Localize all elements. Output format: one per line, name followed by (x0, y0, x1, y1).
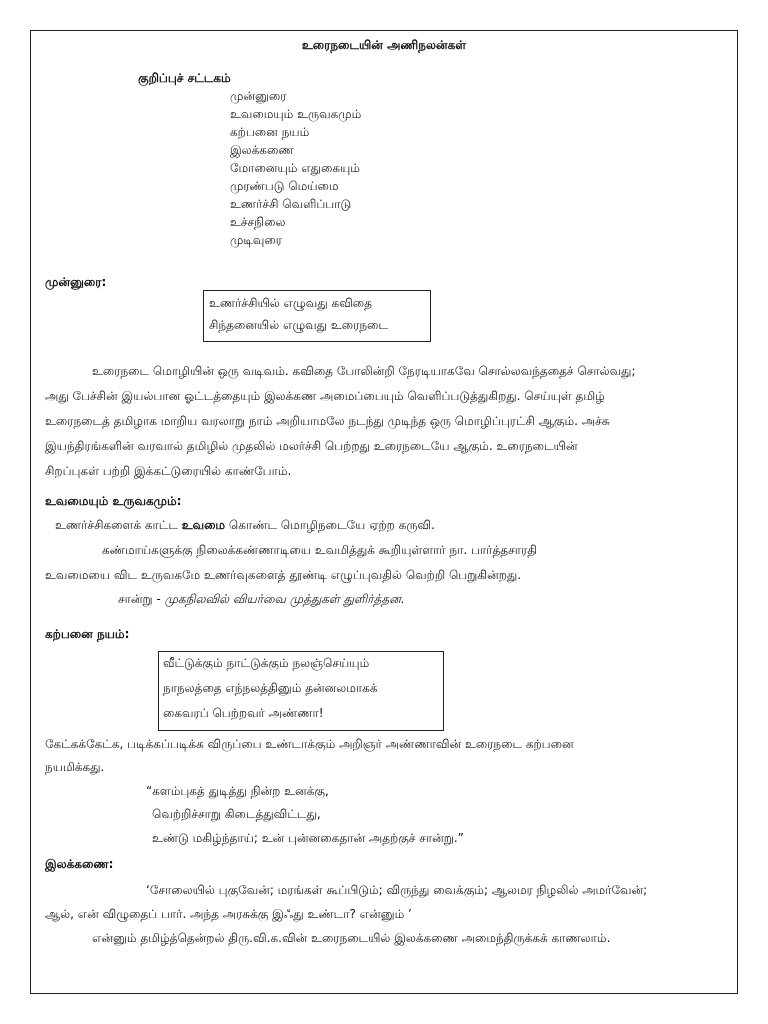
simile-keyword: உவமை (181, 518, 226, 532)
ilakkanai-heading: இலக்கணை: (45, 857, 114, 871)
example-label: சான்று - (118, 592, 161, 606)
outline-heading: குறிப்புச் சட்டகம் (138, 71, 231, 85)
simile-line-1-start: உணர்ச்சிகளைக் காட்ட (55, 518, 178, 532)
intro-paragraph-line: இயந்திரங்களின் வரவால் தமிழில் முதலில் மலர்ச்சி பெற்றது உரைநடையே ஆகும். உரைநடையின் (45, 439, 578, 453)
outline-item: உச்சநிலை (230, 215, 286, 229)
intro-paragraph-line: உரைநடை மொழியின் ஒரு வடிவம். கவிதை போலின்றி நேரடியாகவே சொல்லவந்ததைச் சொல்வது; (92, 364, 636, 378)
simile-example (118, 592, 405, 606)
imagination-para-line: கேட்கக்கேட்க, படிக்கப்படிக்க விருப்பை உண்டாக்கும் அறிஞர் அண்ணாவின் உரைநடை கற்பனை (45, 737, 574, 751)
simile-line-3: உவமையை விட உருவகமே உணர்வுகளைத் தூண்டி எழுப்புவதில் வெற்றி பெறுகின்றது. (45, 568, 522, 582)
simile-heading: உவமையும் உருவகமும்: (45, 494, 182, 508)
imagination-box-line: நாநலத்தை எந்நலத்தினும் தன்னலமாகக் (163, 681, 378, 695)
imagination-quote-line: “களம்புகத் துடித்து நின்ற உனக்கு, (146, 784, 329, 798)
outline-item: மோனையும் எதுகையும் (230, 161, 360, 175)
simile-line-1 (55, 518, 435, 532)
imagination-box-line: வீட்டுக்கும் நாட்டுக்கும் நலஞ்செய்யும் (163, 656, 370, 670)
imagination-para-line: நயமிக்கது. (45, 760, 105, 774)
page-border (30, 30, 738, 994)
intro-paragraph-line: உரைநடைத் தமிழாக மாறிய வரலாறு நாம் அறியாமலே நடந்து முடிந்த ஒரு மொழிப்புரட்சி ஆகும். அச்சு (45, 414, 610, 428)
imagination-heading: கற்பனை நயம்: (45, 627, 130, 641)
outline-item: உணர்ச்சி வெளிப்பாடு (230, 197, 352, 211)
ilakkanai-closing: என்னும் தமிழ்த்தென்றல் திரு.வி.க.வின் உரைநடையில் இலக்கணை அமைந்திருக்கக் காணலாம். (92, 931, 611, 945)
page-title: உரைநடையின் அணிநலன்கள் (301, 38, 467, 52)
imagination-quote-line: வெற்றிச்சாறு கிடைத்துவிட்டது, (152, 807, 321, 821)
ilakkanai-quote-line: ‘சோலையில் புகுவேன்; மரங்கள் கூப்பிடும்; விருந்து வைக்கும்; ஆலமர நிழலில் அமர்வேன்; (146, 883, 648, 897)
outline-item: உவமையும் உருவகமும் (230, 107, 362, 121)
simile-line-1-end: கொண்ட மொழிநடையே ஏற்ற கருவி. (228, 518, 435, 532)
outline-item: இலக்கணை (230, 143, 294, 157)
ilakkanai-quote-line: ஆல், என் விழுதைப் பார். அந்த அரசுக்கு இஃது உண்டா? என்னும் ’ (45, 907, 412, 921)
imagination-quote-line: உண்டு மகிழ்ந்தாய்; உன் புன்னகைதான் அதற்குச் சான்று.” (152, 831, 464, 845)
intro-paragraph-line: சிறப்புகள் பற்றி இக்கட்டுரையில் காண்போம். (45, 464, 292, 478)
outline-item: முடிவுரை (230, 233, 282, 247)
intro-heading: முன்னுரை: (45, 275, 107, 289)
outline-item: முன்னுரை (230, 89, 287, 103)
outline-item: முரண்படு மெய்மை (230, 179, 339, 193)
outline-item: கற்பனை நயம் (230, 125, 310, 139)
intro-quote-line: உணர்ச்சியில் எழுவது கவிதை (209, 296, 372, 310)
example-text: முகநிலவில் வியர்வை முத்துகள் துளிர்த்தன. (164, 592, 405, 606)
intro-paragraph-line: அது பேச்சின் இயல்பான ஓட்டத்தையும் இலக்கண அமைப்பையும் வெளிப்படுத்துகிறது. செய்யுள் தமிழ் (45, 389, 605, 403)
simile-line-2: கண்மாய்களுக்கு நிலைக்கண்ணாடியை உவமித்துக் கூறியுள்ளார் நா. பார்த்தசாரதி (102, 543, 538, 557)
imagination-box-line: கைவரப் பெற்றவர் அண்ணா! (163, 706, 324, 720)
intro-quote-line: சிந்தனையில் எழுவது உரைநடை (209, 318, 388, 332)
